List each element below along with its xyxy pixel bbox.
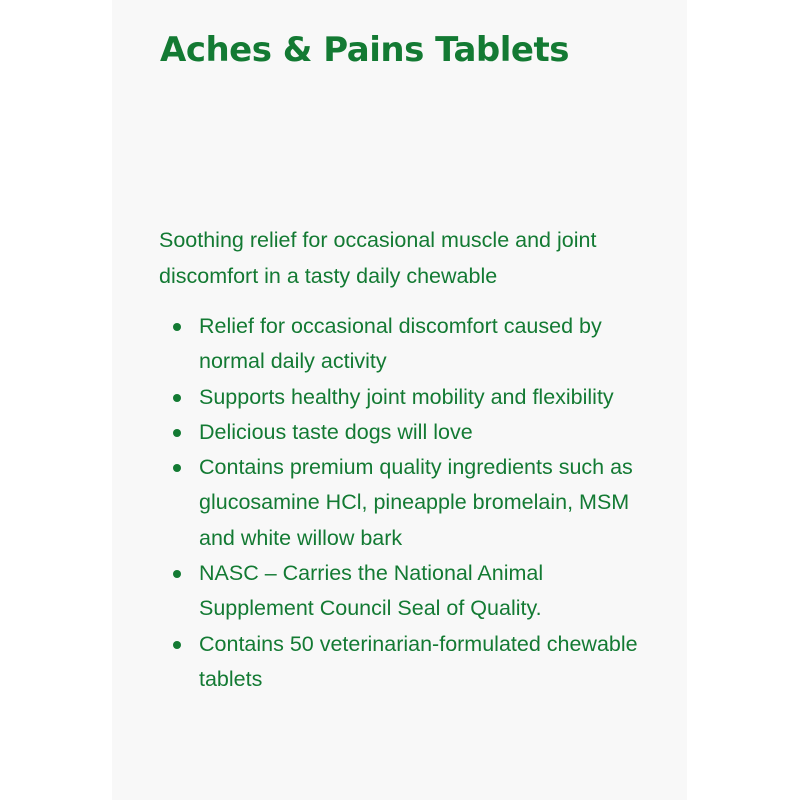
feature-text: Delicious taste dogs will love bbox=[199, 419, 473, 444]
bullet-dot-icon bbox=[173, 464, 181, 472]
bullet-dot-icon bbox=[173, 323, 181, 331]
bullet-dot-icon bbox=[173, 570, 181, 578]
feature-text: Contains premium quality ingredients such as glucosamine HCl, pineapple bromelain, MSM and white willow bark bbox=[199, 455, 633, 550]
feature-text: NASC – Carries the National Animal Supplement Council Seal of Quality. bbox=[199, 561, 544, 621]
feature-list-item bbox=[159, 309, 639, 380]
bullet-dot-icon bbox=[173, 394, 181, 402]
product-intro: Soothing relief for occasional muscle and joint discomfort in a tasty daily chewable bbox=[159, 228, 597, 288]
bullet-dot-icon bbox=[173, 429, 181, 437]
feature-list-item bbox=[159, 556, 639, 627]
feature-list-item bbox=[159, 450, 639, 556]
feature-text: Supports healthy joint mobility and flexibility bbox=[199, 384, 614, 409]
feature-text: Contains 50 veterinarian-formulated chewable tablets bbox=[199, 631, 638, 691]
feature-list-item bbox=[159, 415, 639, 450]
feature-list-item bbox=[159, 627, 639, 698]
product-title: Aches & Pains Tablets bbox=[160, 30, 569, 70]
feature-list-item bbox=[159, 380, 639, 415]
bullet-dot-icon bbox=[173, 641, 181, 649]
product-description-panel bbox=[112, 0, 687, 800]
feature-text: Relief for occasional discomfort caused by normal daily activity bbox=[199, 314, 602, 374]
feature-list bbox=[159, 309, 639, 697]
